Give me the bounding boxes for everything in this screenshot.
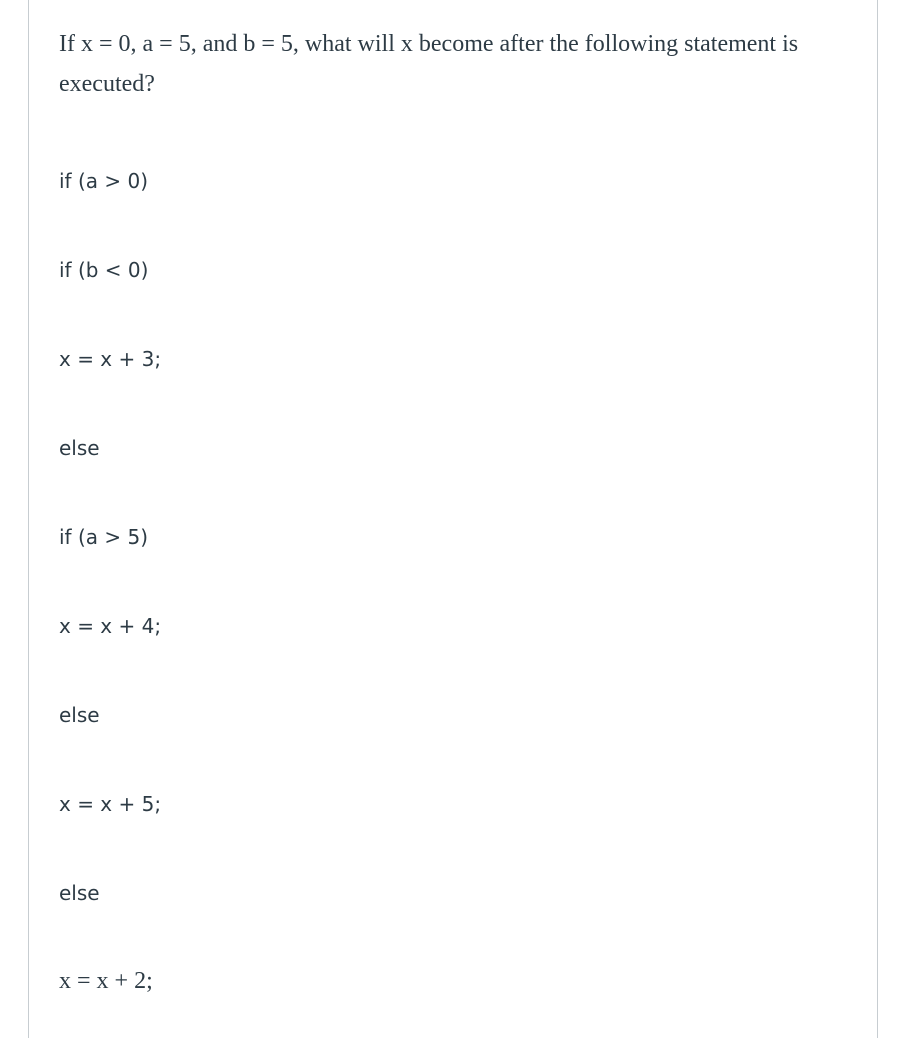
question-card bbox=[28, 0, 878, 1038]
question-text: If x = 0, a = 5, and b = 5, what will x become after the following statement is executed? bbox=[59, 31, 799, 97]
code-line: x = x + 2; bbox=[59, 968, 153, 994]
code-line: if (b < 0) bbox=[59, 258, 149, 282]
code-line: else bbox=[59, 703, 100, 727]
code-line: x = x + 5; bbox=[59, 792, 162, 816]
code-line: if (a > 5) bbox=[59, 525, 149, 549]
code-line: else bbox=[59, 881, 100, 905]
code-line: if (a > 0) bbox=[59, 169, 149, 193]
code-line: x = x + 4; bbox=[59, 614, 162, 638]
code-line: else bbox=[59, 436, 100, 460]
code-line: x = x + 3; bbox=[59, 347, 162, 371]
